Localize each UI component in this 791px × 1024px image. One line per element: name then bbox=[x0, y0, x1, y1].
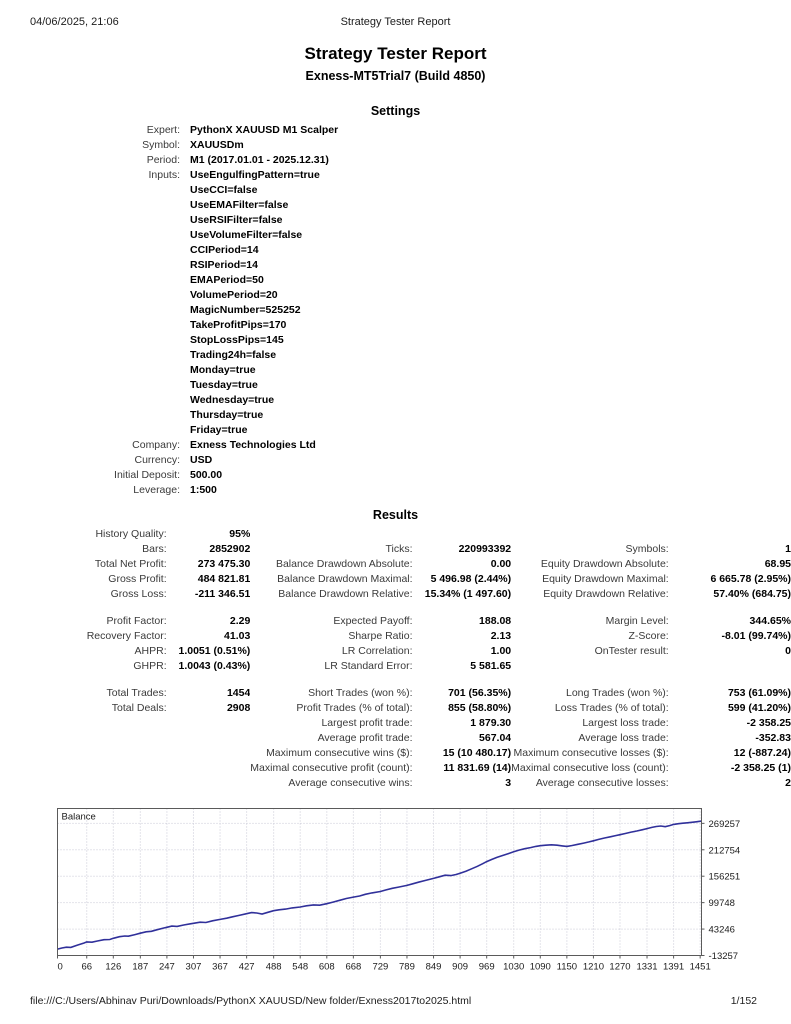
svg-text:-13257: -13257 bbox=[708, 951, 739, 962]
settings-row bbox=[57, 167, 338, 182]
settings-value: UseVolumeFilter=false bbox=[190, 228, 303, 241]
result-row bbox=[57, 760, 791, 775]
settings-row bbox=[57, 452, 338, 467]
svg-text:43246: 43246 bbox=[708, 924, 735, 936]
settings-row bbox=[57, 287, 338, 302]
result-spacer-row bbox=[57, 673, 791, 685]
settings-label bbox=[57, 317, 180, 332]
result-row bbox=[57, 658, 791, 673]
settings-heading: Settings bbox=[370, 104, 421, 118]
result-label: Maximum consecutive losses ($): bbox=[513, 746, 669, 759]
result-label: Balance Drawdown Absolute: bbox=[275, 557, 413, 570]
result-label: Average loss trade: bbox=[578, 731, 669, 744]
svg-text:548: 548 bbox=[292, 961, 309, 973]
result-label: Recovery Factor: bbox=[86, 629, 167, 642]
svg-text:1331: 1331 bbox=[636, 961, 658, 973]
result-label bbox=[57, 745, 167, 760]
settings-value: UseRSIFilter=false bbox=[190, 213, 283, 226]
result-value bbox=[669, 526, 791, 541]
result-label: Sharpe Ratio: bbox=[348, 629, 413, 642]
settings-row bbox=[57, 137, 338, 152]
result-row bbox=[57, 715, 791, 730]
settings-value: CCIPeriod=14 bbox=[190, 243, 259, 256]
settings-row bbox=[57, 362, 338, 377]
settings-label bbox=[57, 272, 180, 287]
settings-row bbox=[57, 272, 338, 287]
result-value: 12 (-887.24) bbox=[733, 746, 791, 759]
result-value: 41.03 bbox=[224, 629, 251, 642]
settings-value: Trading24h=false bbox=[190, 348, 277, 361]
result-value: 567.04 bbox=[479, 731, 512, 744]
result-value: 188.08 bbox=[479, 614, 512, 627]
result-value bbox=[167, 715, 251, 730]
result-label: Average profit trade: bbox=[317, 731, 413, 744]
settings-label bbox=[57, 377, 180, 392]
settings-label: Initial Deposit: bbox=[114, 468, 180, 481]
result-label: Maximal consecutive loss (count): bbox=[511, 761, 669, 774]
settings-row bbox=[57, 122, 338, 137]
settings-row bbox=[57, 317, 338, 332]
svg-text:969: 969 bbox=[478, 961, 495, 973]
result-label: Bars: bbox=[142, 542, 167, 555]
result-value bbox=[413, 526, 512, 541]
page-number: 1/152 bbox=[730, 995, 757, 1007]
settings-row bbox=[57, 257, 338, 272]
result-row bbox=[57, 685, 791, 700]
result-value: 2.13 bbox=[490, 629, 512, 642]
svg-text:187: 187 bbox=[132, 961, 149, 973]
result-label bbox=[511, 658, 669, 673]
result-value: 1.0051 (0.51%) bbox=[178, 644, 251, 657]
result-label: Profit Factor: bbox=[106, 614, 167, 627]
result-label: Z-Score: bbox=[628, 629, 669, 642]
result-value: 220993392 bbox=[458, 542, 512, 555]
result-value bbox=[167, 745, 251, 760]
settings-label: Leverage: bbox=[133, 483, 180, 496]
result-row bbox=[57, 541, 791, 556]
settings-value: EMAPeriod=50 bbox=[190, 273, 264, 286]
result-value: 11 831.69 (14) bbox=[443, 761, 512, 774]
result-label bbox=[57, 760, 167, 775]
result-value bbox=[167, 775, 251, 790]
svg-text:0: 0 bbox=[57, 961, 63, 973]
settings-value: Exness Technologies Ltd bbox=[190, 438, 316, 451]
result-label: Symbols: bbox=[625, 542, 669, 555]
settings-label: Company: bbox=[132, 438, 180, 451]
result-label: Average consecutive losses: bbox=[535, 776, 669, 789]
result-value: 3 bbox=[505, 776, 512, 789]
result-label bbox=[57, 775, 167, 790]
result-label: Equity Drawdown Absolute: bbox=[540, 557, 669, 570]
settings-label bbox=[57, 362, 180, 377]
result-label: Margin Level: bbox=[605, 614, 669, 627]
settings-row bbox=[57, 332, 338, 347]
result-row bbox=[57, 526, 791, 541]
result-value: 57.40% (684.75) bbox=[713, 587, 791, 600]
svg-text:1210: 1210 bbox=[582, 961, 604, 973]
result-label: GHPR: bbox=[133, 659, 167, 672]
result-value: -8.01 (99.74%) bbox=[721, 629, 791, 642]
result-label: Maximum consecutive wins ($): bbox=[266, 746, 413, 759]
svg-text:66: 66 bbox=[81, 961, 93, 973]
result-label: Short Trades (won %): bbox=[308, 686, 413, 699]
result-label: Total Net Profit: bbox=[94, 557, 167, 570]
settings-row bbox=[57, 377, 338, 392]
result-row bbox=[57, 775, 791, 790]
result-value: 1 bbox=[785, 542, 791, 555]
result-label bbox=[57, 730, 167, 745]
result-row bbox=[57, 730, 791, 745]
result-label: Total Deals: bbox=[111, 701, 167, 714]
settings-value: Wednesday=true bbox=[190, 393, 275, 406]
settings-label bbox=[57, 407, 180, 422]
settings-label bbox=[57, 287, 180, 302]
settings-label: Expert: bbox=[146, 123, 180, 136]
result-value: 5 496.98 (2.44%) bbox=[430, 572, 512, 585]
result-value: -2 358.25 bbox=[746, 716, 791, 729]
result-value: 2.29 bbox=[229, 614, 251, 627]
svg-text:1030: 1030 bbox=[503, 961, 525, 973]
result-label: Gross Loss: bbox=[110, 587, 167, 600]
svg-text:1451: 1451 bbox=[689, 961, 711, 973]
result-value: 484 821.81 bbox=[197, 572, 251, 585]
result-value bbox=[167, 730, 251, 745]
result-label: Balance Drawdown Maximal: bbox=[277, 572, 413, 585]
result-row bbox=[57, 700, 791, 715]
svg-text:212754: 212754 bbox=[708, 845, 741, 857]
svg-text:247: 247 bbox=[158, 961, 175, 973]
result-label: Long Trades (won %): bbox=[565, 686, 669, 699]
result-label bbox=[57, 715, 167, 730]
settings-row bbox=[57, 227, 338, 242]
result-value: -211 346.51 bbox=[194, 587, 251, 600]
result-label: Gross Profit: bbox=[108, 572, 167, 585]
result-row bbox=[57, 643, 791, 658]
settings-table bbox=[57, 122, 338, 497]
file-path: file:///C:/Users/Abhinav Puri/Downloads/PythonX XAUUSD/New folder/Exness2017to2025.html bbox=[30, 995, 472, 1007]
settings-value: UseCCI=false bbox=[190, 183, 258, 196]
result-value: 2908 bbox=[226, 701, 251, 714]
result-value: 1454 bbox=[226, 686, 251, 699]
settings-value: VolumePeriod=20 bbox=[190, 288, 278, 301]
svg-text:427: 427 bbox=[238, 961, 255, 973]
svg-text:729: 729 bbox=[372, 961, 389, 973]
result-label: LR Correlation: bbox=[341, 644, 413, 657]
settings-row bbox=[57, 437, 338, 452]
result-value: 273 475.30 bbox=[197, 557, 251, 570]
result-row bbox=[57, 613, 791, 628]
settings-value: MagicNumber=525252 bbox=[190, 303, 301, 316]
chart-y-labels bbox=[709, 819, 741, 962]
svg-text:1150: 1150 bbox=[556, 961, 578, 973]
results-table bbox=[57, 526, 791, 790]
svg-text:156251: 156251 bbox=[708, 871, 741, 883]
settings-row bbox=[57, 482, 338, 497]
result-value: 15 (10 480.17) bbox=[442, 746, 512, 759]
settings-label bbox=[57, 242, 180, 257]
svg-text:99748: 99748 bbox=[708, 898, 735, 910]
settings-value: Friday=true bbox=[190, 423, 248, 436]
settings-row bbox=[57, 197, 338, 212]
report-title: Strategy Tester Report bbox=[304, 44, 487, 63]
settings-value: M1 (2017.01.01 - 2025.12.31) bbox=[190, 153, 329, 166]
result-spacer-row bbox=[57, 601, 791, 613]
spacer-cell bbox=[57, 601, 791, 613]
settings-value: XAUUSDm bbox=[190, 138, 244, 151]
result-label: OnTester result: bbox=[594, 644, 669, 657]
settings-row bbox=[57, 182, 338, 197]
settings-label bbox=[57, 227, 180, 242]
result-label: AHPR: bbox=[134, 644, 167, 657]
result-value: 0.00 bbox=[490, 557, 512, 570]
result-value: 5 581.65 bbox=[470, 659, 512, 672]
result-label: Ticks: bbox=[385, 542, 413, 555]
result-value: 753 (61.09%) bbox=[727, 686, 791, 699]
result-value: 2852902 bbox=[209, 542, 251, 555]
svg-text:789: 789 bbox=[399, 961, 415, 973]
settings-value: 1:500 bbox=[190, 483, 217, 496]
settings-value: USD bbox=[190, 453, 213, 466]
balance-chart-svg bbox=[57, 800, 747, 980]
settings-value: Thursday=true bbox=[190, 408, 264, 421]
result-row bbox=[57, 556, 791, 571]
result-label: Largest loss trade: bbox=[582, 716, 669, 729]
result-label: Total Trades: bbox=[106, 686, 167, 699]
svg-text:668: 668 bbox=[345, 961, 362, 973]
settings-value: UseEngulfingPattern=true bbox=[190, 168, 320, 181]
svg-text:849: 849 bbox=[425, 961, 442, 973]
settings-value: 500.00 bbox=[190, 468, 223, 481]
svg-text:269257: 269257 bbox=[708, 818, 741, 830]
result-value: 344.65% bbox=[749, 614, 791, 627]
result-value: 1.00 bbox=[490, 644, 512, 657]
result-label: Expected Payoff: bbox=[333, 614, 413, 627]
settings-label: Period: bbox=[146, 153, 180, 166]
settings-label bbox=[57, 332, 180, 347]
svg-text:1090: 1090 bbox=[529, 961, 551, 973]
result-value: 68.95 bbox=[764, 557, 791, 570]
chart-x-labels bbox=[58, 962, 711, 973]
result-value: -2 358.25 (1) bbox=[730, 761, 791, 774]
result-value: 6 665.78 (2.95%) bbox=[710, 572, 791, 585]
settings-label bbox=[57, 392, 180, 407]
svg-text:909: 909 bbox=[452, 961, 469, 973]
settings-row bbox=[57, 347, 338, 362]
result-label: Largest profit trade: bbox=[321, 716, 413, 729]
settings-row bbox=[57, 242, 338, 257]
svg-text:1270: 1270 bbox=[609, 961, 631, 973]
balance-chart bbox=[57, 800, 747, 980]
print-datetime: 04/06/2025, 21:06 bbox=[30, 16, 119, 28]
settings-value: RSIPeriod=14 bbox=[190, 258, 258, 271]
settings-row bbox=[57, 467, 338, 482]
settings-value: PythonX XAUUSD M1 Scalper bbox=[190, 123, 339, 136]
result-value: 2 bbox=[785, 776, 791, 789]
result-value: 599 (41.20%) bbox=[727, 701, 791, 714]
svg-text:126: 126 bbox=[105, 961, 122, 973]
result-label bbox=[250, 526, 412, 541]
result-label: Maximal consecutive profit (count): bbox=[250, 761, 413, 774]
results-heading: Results bbox=[372, 508, 419, 522]
result-label bbox=[511, 526, 669, 541]
result-row bbox=[57, 745, 791, 760]
result-value: 855 (58.80%) bbox=[448, 701, 512, 714]
result-row bbox=[57, 628, 791, 643]
print-doc-title: Strategy Tester Report bbox=[340, 16, 451, 28]
spacer-cell bbox=[57, 673, 791, 685]
result-label: Equity Drawdown Maximal: bbox=[542, 572, 669, 585]
result-value: 0 bbox=[785, 644, 791, 657]
result-label: LR Standard Error: bbox=[324, 659, 413, 672]
result-label: Equity Drawdown Relative: bbox=[543, 587, 669, 600]
settings-value: Tuesday=true bbox=[190, 378, 258, 391]
result-label: Loss Trades (% of total): bbox=[554, 701, 669, 714]
result-label: Profit Trades (% of total): bbox=[296, 701, 413, 714]
print-header bbox=[0, 0, 791, 30]
svg-text:488: 488 bbox=[265, 961, 282, 973]
settings-row bbox=[57, 302, 338, 317]
settings-row bbox=[57, 152, 338, 167]
settings-label: Inputs: bbox=[148, 168, 180, 181]
settings-label bbox=[57, 422, 180, 437]
result-label: Balance Drawdown Relative: bbox=[278, 587, 413, 600]
svg-text:608: 608 bbox=[318, 961, 335, 973]
settings-label bbox=[57, 257, 180, 272]
result-value: -352.83 bbox=[755, 731, 791, 744]
settings-label bbox=[57, 347, 180, 362]
settings-label bbox=[57, 197, 180, 212]
settings-label bbox=[57, 212, 180, 227]
settings-label bbox=[57, 302, 180, 317]
settings-row bbox=[57, 422, 338, 437]
svg-text:367: 367 bbox=[212, 961, 228, 973]
result-value bbox=[167, 760, 251, 775]
result-label: Average consecutive wins: bbox=[288, 776, 413, 789]
result-value: 1.0043 (0.43%) bbox=[178, 659, 251, 672]
result-row bbox=[57, 571, 791, 586]
chart-series-label: Balance bbox=[61, 811, 96, 823]
result-value bbox=[669, 658, 791, 673]
settings-label: Symbol: bbox=[142, 138, 180, 151]
result-row bbox=[57, 586, 791, 601]
settings-label: Currency: bbox=[134, 453, 180, 466]
result-value: 701 (56.35%) bbox=[448, 686, 512, 699]
settings-value: StopLossPips=145 bbox=[190, 333, 284, 346]
settings-row bbox=[57, 392, 338, 407]
settings-label bbox=[57, 182, 180, 197]
settings-value: UseEMAFilter=false bbox=[190, 198, 289, 211]
svg-text:1391: 1391 bbox=[663, 961, 685, 973]
settings-row bbox=[57, 212, 338, 227]
server-build-line: Exness-MT5Trial7 (Build 4850) bbox=[305, 69, 486, 83]
settings-value: Monday=true bbox=[190, 363, 256, 376]
result-value: 95% bbox=[229, 527, 251, 540]
svg-text:307: 307 bbox=[185, 961, 202, 973]
result-label: History Quality: bbox=[95, 527, 167, 540]
settings-row bbox=[57, 407, 338, 422]
result-value: 15.34% (1 497.60) bbox=[424, 587, 512, 600]
result-value: 1 879.30 bbox=[470, 716, 512, 729]
settings-value: TakeProfitPips=170 bbox=[190, 318, 287, 331]
